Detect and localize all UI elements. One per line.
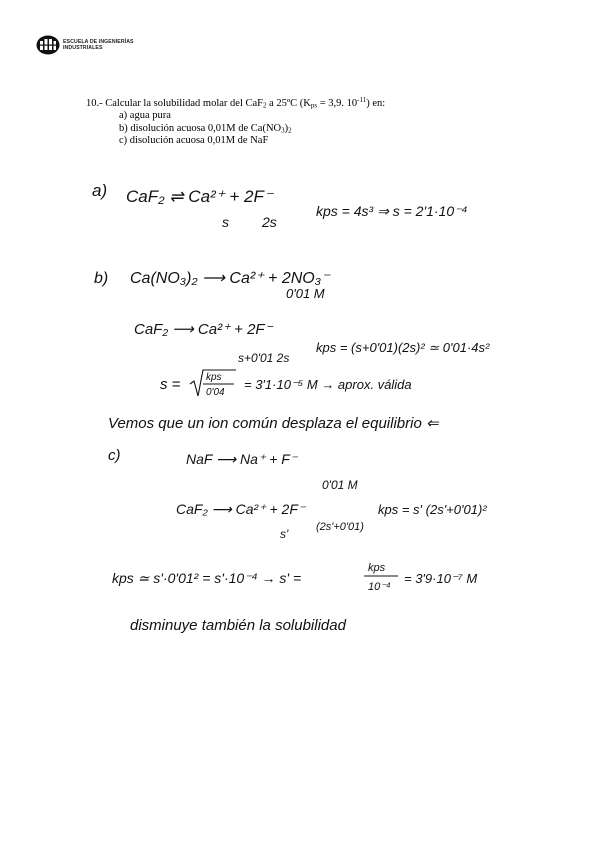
hw-b-s-rhs: = 3'1·10⁻⁵ M → aprox. válida (244, 377, 412, 392)
hw-c-ksp: kps = s' (2s'+0'01)² (378, 502, 487, 517)
hw-b-reaction: Ca(NO₃)₂ ⟶ Ca²⁺ + 2NO₃⁻ (130, 270, 330, 287)
hw-c-reaction: NaF ⟶ Na⁺ + F⁻ (186, 451, 298, 467)
hw-b-frac-num: kps (206, 372, 222, 383)
hw-c-result: = 3'9·10⁻⁷ M (404, 571, 478, 586)
hw-c-approx: kps ≃ s'·0'01² = s'·10⁻⁴ → s' = (112, 570, 302, 586)
hw-c-conc2: (2s'+0'01) (316, 521, 364, 533)
hw-a-ksp: kps = 4s³ ⇒ s = 2'1·10⁻⁴ (316, 203, 468, 219)
hw-b-note: Vemos que un ion común desplaza el equilibrio ⇐ (108, 415, 439, 432)
problem-title: 10.- Calcular la solubilidad molar del CaF$_2$ a 25ºC ($K_{ps} = 3,9$. $10^{-11}$) en: (86, 96, 386, 110)
hw-c-note: disminuye también la solubilidad (130, 617, 346, 634)
school-name-line1: ESCUELA DE INGENIERÍAS (63, 39, 134, 45)
hw-c-caf2: CaF₂ ⟶ Ca²⁺ + 2F⁻ (176, 501, 306, 517)
problem-item-a: a) agua pura (119, 110, 171, 122)
hw-c-s: s' (280, 527, 289, 541)
problem-item-c: c) disolución acuosa 0,01M de NaF (119, 135, 269, 147)
hw-b-caf2: CaF₂ ⟶ Ca²⁺ + 2F⁻ (134, 321, 273, 338)
hw-c-frac-num: kps (368, 562, 386, 574)
hw-b-ksp: kps = (s+0'01)(2s)² ≃ 0'01·4s² (316, 340, 490, 355)
hw-a-reaction: CaF₂ ⇌ Ca²⁺ + 2F⁻ (126, 187, 273, 206)
hw-b-conc: 0'01 M (286, 286, 325, 301)
problem-item-b: b) disolución acuosa 0,01M de $Ca(NO_3)_2$ (119, 122, 292, 135)
hw-b-frac-den: 0'04 (206, 387, 225, 398)
hw-b-conc2: s+0'01 2s (238, 351, 290, 365)
hw-a-s: s (222, 214, 229, 230)
hw-c-conc: 0'01 M (322, 478, 358, 492)
hw-a-label: a) (92, 181, 108, 200)
hw-c-frac-den: 10⁻⁴ (368, 581, 391, 593)
hw-c-label: c) (108, 447, 121, 464)
school-name-line2: INDUSTRIALES (63, 45, 103, 51)
hw-b-s-lhs: s = (160, 376, 181, 393)
hw-b-label: b) (94, 270, 109, 287)
hw-a-2s: 2s (262, 214, 277, 230)
